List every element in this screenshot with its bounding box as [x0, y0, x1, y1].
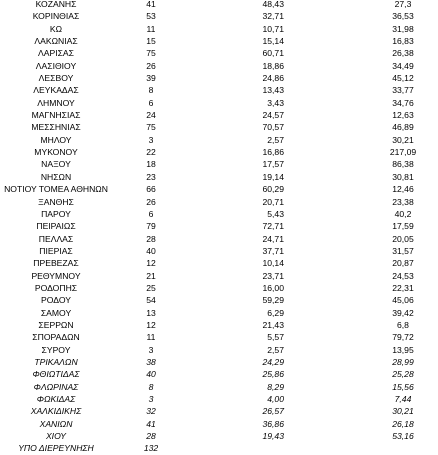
value-2-cell: 13,95 — [392, 344, 414, 355]
region-name-cell: ΛΑΡΙΣΑΣ — [38, 48, 74, 59]
value-2-cell: 86,38 — [392, 159, 414, 170]
table-row — [0, 109, 438, 121]
value-2-cell: 31,98 — [392, 23, 414, 34]
value-1-cell: 16,00 — [262, 282, 284, 293]
case-count-cell: 32 — [146, 406, 156, 417]
value-2-cell: 31,57 — [392, 245, 414, 256]
table-row — [0, 220, 438, 232]
value-2-cell: 53,16 — [392, 431, 414, 442]
case-count-cell: 8 — [148, 381, 154, 392]
table-row — [0, 121, 438, 133]
value-2-cell: 39,42 — [392, 307, 414, 318]
value-2-cell: 22,31 — [392, 282, 414, 293]
table-row — [0, 257, 438, 269]
case-count-cell: 132 — [143, 443, 159, 454]
value-1-cell: 19,14 — [262, 171, 284, 182]
case-count-cell: 3 — [148, 134, 154, 145]
case-count-cell: 79 — [146, 221, 156, 232]
table-row — [0, 442, 438, 454]
region-name-cell: ΣΕΡΡΩΝ — [38, 319, 74, 330]
region-name-cell: ΠΑΡΟΥ — [41, 208, 71, 219]
case-count-cell: 66 — [146, 184, 156, 195]
value-2-cell: 26,38 — [392, 48, 414, 59]
case-count-cell: 24 — [146, 110, 156, 121]
table-row — [0, 294, 438, 306]
value-1-cell: 13,43 — [262, 85, 284, 96]
region-name-cell: ΝΟΤΙΟΥ ΤΟΜΕΑ ΑΘΗΝΩΝ — [4, 184, 108, 195]
value-1-cell: 48,43 — [262, 0, 284, 9]
table-row — [0, 158, 438, 170]
region-name-cell: ΥΠΟ ΔΙΕΡΕΥΝΗΣΗ — [18, 443, 94, 454]
table-row — [0, 430, 438, 442]
case-count-cell: 3 — [148, 344, 154, 355]
value-2-cell: 45,06 — [392, 295, 414, 306]
value-1-cell: 19,43 — [262, 431, 284, 442]
region-name-cell: ΦΩΚΙΔΑΣ — [36, 394, 76, 404]
value-1-cell: 4,00 — [267, 394, 284, 404]
value-1-cell: 37,71 — [262, 245, 284, 256]
value-2-cell: 28,99 — [392, 356, 414, 367]
case-count-cell: 75 — [146, 122, 156, 133]
value-2-cell: 217,09 — [389, 147, 417, 158]
region-name-cell: ΠΙΕΡΙΑΣ — [39, 245, 73, 256]
table-row — [0, 0, 438, 10]
case-count-cell: 25 — [146, 282, 156, 293]
value-2-cell: 6,8 — [397, 319, 409, 330]
region-name-cell: ΠΕΛΛΑΣ — [38, 233, 74, 244]
value-1-cell: 10,71 — [262, 23, 284, 34]
value-2-cell: 27,3 — [394, 0, 412, 9]
value-1-cell: 36,86 — [262, 418, 284, 429]
region-name-cell: ΣΑΜΟΥ — [40, 307, 72, 318]
case-count-cell: 54 — [146, 295, 156, 306]
case-count-cell: 8 — [148, 85, 154, 96]
table-row — [0, 356, 438, 368]
value-2-cell: 30,21 — [392, 406, 414, 417]
table-row — [0, 405, 438, 417]
case-count-cell: 15 — [146, 36, 156, 47]
value-1-cell: 5,43 — [267, 208, 284, 219]
case-count-cell: 26 — [146, 60, 156, 71]
table-row — [0, 134, 438, 146]
case-count-cell: 28 — [146, 233, 156, 244]
region-name-cell: ΦΛΩΡΙΝΑΣ — [33, 381, 79, 392]
value-1-cell: 72,71 — [262, 221, 284, 232]
case-count-cell: 6 — [148, 208, 154, 219]
value-1-cell: 26,57 — [262, 406, 284, 417]
value-2-cell: 12,46 — [392, 184, 414, 195]
region-name-cell: ΜΥΚΟΝΟΥ — [34, 147, 78, 158]
case-count-cell: 40 — [146, 369, 156, 380]
case-count-cell: 11 — [146, 332, 156, 343]
value-1-cell: 21,43 — [262, 319, 284, 330]
value-1-cell: 24,86 — [262, 73, 284, 84]
region-name-cell: ΧΙΟΥ — [45, 431, 67, 442]
value-1-cell: 59,29 — [262, 295, 284, 306]
region-name-cell: ΜΕΣΣΗΝΙΑΣ — [31, 122, 81, 133]
table-row — [0, 245, 438, 257]
region-name-cell: ΤΡΙΚΑΛΩΝ — [34, 356, 78, 367]
region-name-cell: ΚΩ — [49, 23, 63, 34]
value-2-cell: 25,28 — [392, 369, 414, 380]
table-row — [0, 418, 438, 430]
case-count-cell: 13 — [146, 307, 156, 318]
value-1-cell: 32,71 — [262, 11, 284, 22]
value-1-cell: 6,29 — [267, 307, 284, 318]
table-row — [0, 196, 438, 208]
case-count-cell: 26 — [146, 196, 156, 207]
table-row — [0, 282, 438, 294]
table-row — [0, 23, 438, 35]
value-2-cell: 23,38 — [392, 196, 414, 207]
case-count-cell: 38 — [146, 356, 156, 367]
region-name-cell: ΡΕΘΥΜΝΟΥ — [31, 270, 81, 281]
value-1-cell: 24,57 — [262, 110, 284, 121]
table-row — [0, 97, 438, 109]
case-count-cell: 40 — [146, 245, 156, 256]
table-row — [0, 60, 438, 72]
value-2-cell: 15,56 — [392, 381, 414, 392]
value-1-cell: 60,71 — [262, 48, 284, 59]
region-name-cell: ΡΟΔΟΠΗΣ — [34, 282, 78, 293]
region-name-cell: ΣΥΡΟΥ — [41, 344, 71, 355]
table-row — [0, 146, 438, 158]
value-1-cell: 2,57 — [267, 344, 284, 355]
table-row — [0, 331, 438, 343]
value-1-cell: 25,86 — [262, 369, 284, 380]
value-1-cell: 24,71 — [262, 233, 284, 244]
value-2-cell: 79,72 — [392, 332, 414, 343]
table-row — [0, 10, 438, 22]
case-count-cell: 12 — [146, 319, 156, 330]
case-count-cell: 6 — [148, 97, 154, 108]
table-row — [0, 307, 438, 319]
value-2-cell: 36,53 — [392, 11, 414, 22]
region-name-cell: ΚΟΖΑΝΗΣ — [35, 0, 77, 9]
table-row — [0, 208, 438, 220]
table-row — [0, 368, 438, 380]
value-2-cell: 30,81 — [392, 171, 414, 182]
region-name-cell: ΠΕΙΡΑΙΩΣ — [36, 221, 76, 232]
region-name-cell: ΜΗΛΟΥ — [40, 134, 72, 145]
table-row — [0, 183, 438, 195]
value-2-cell: 20,87 — [392, 258, 414, 269]
region-name-cell: ΠΡΕΒΕΖΑΣ — [33, 258, 79, 269]
value-2-cell: 46,89 — [392, 122, 414, 133]
table-row — [0, 47, 438, 59]
table-row — [0, 84, 438, 96]
value-1-cell: 8,29 — [267, 381, 284, 392]
region-name-cell: ΛΗΜΝΟΥ — [37, 97, 75, 108]
value-1-cell: 24,29 — [262, 356, 284, 367]
region-name-cell: ΛΑΣΙΘΙΟΥ — [35, 60, 77, 71]
region-name-cell: ΡΟΔΟΥ — [41, 295, 71, 306]
region-name-cell: ΛΑΚΩΝΙΑΣ — [34, 36, 78, 47]
value-1-cell: 15,14 — [262, 36, 284, 47]
region-name-cell: ΧΑΝΙΩΝ — [39, 418, 73, 429]
value-2-cell: 30,21 — [392, 134, 414, 145]
value-2-cell: 12,63 — [392, 110, 414, 121]
value-2-cell: 34,76 — [392, 97, 414, 108]
value-2-cell: 33,77 — [392, 85, 414, 96]
value-1-cell: 70,57 — [262, 122, 284, 133]
value-2-cell: 17,59 — [392, 221, 414, 232]
region-name-cell: ΛΕΥΚΑΔΑΣ — [33, 85, 79, 96]
region-name-cell: ΝΗΣΩΝ — [40, 171, 72, 182]
case-count-cell: 21 — [146, 270, 156, 281]
value-1-cell: 60,29 — [262, 184, 284, 195]
case-count-cell: 22 — [146, 147, 156, 158]
value-1-cell: 10,14 — [262, 258, 284, 269]
value-1-cell: 17,57 — [262, 159, 284, 170]
value-2-cell: 34,49 — [392, 60, 414, 71]
value-1-cell: 5,57 — [267, 332, 284, 343]
value-1-cell: 16,86 — [262, 147, 284, 158]
table-row — [0, 344, 438, 356]
region-name-cell: ΚΟΡΙΝΘΙΑΣ — [32, 11, 80, 22]
case-count-cell: 23 — [146, 171, 156, 182]
table-row — [0, 233, 438, 245]
value-1-cell: 2,57 — [267, 134, 284, 145]
region-name-cell: ΧΑΛΚΙΔΙΚΗΣ — [30, 406, 82, 417]
value-2-cell: 45,12 — [392, 73, 414, 84]
case-count-cell: 41 — [146, 418, 156, 429]
region-name-cell: ΦΘΙΩΤΙΔΑΣ — [32, 369, 80, 380]
table-row — [0, 35, 438, 47]
value-1-cell: 20,71 — [262, 196, 284, 207]
value-1-cell: 3,43 — [267, 97, 284, 108]
value-2-cell: 24,53 — [392, 270, 414, 281]
case-count-cell: 28 — [146, 431, 156, 442]
case-count-cell: 75 — [146, 48, 156, 59]
table-row — [0, 270, 438, 282]
value-2-cell: 20,05 — [392, 233, 414, 244]
table-row — [0, 72, 438, 84]
region-name-cell: ΝΑΞΟΥ — [41, 159, 71, 170]
value-2-cell: 26,18 — [392, 418, 414, 429]
case-count-cell: 18 — [146, 159, 156, 170]
case-count-cell: 41 — [146, 0, 156, 9]
value-2-cell: 7,44 — [394, 394, 412, 404]
region-name-cell: ΛΕΣΒΟΥ — [38, 73, 74, 84]
case-count-cell: 39 — [146, 73, 156, 84]
case-count-cell: 53 — [146, 11, 156, 22]
case-count-cell: 3 — [148, 394, 154, 404]
region-name-cell: ΜΑΓΝΗΣΙΑΣ — [31, 110, 81, 121]
region-name-cell: ΞΑΝΘΗΣ — [38, 196, 74, 207]
value-2-cell: 16,83 — [392, 36, 414, 47]
case-count-cell: 12 — [146, 258, 156, 269]
table-row — [0, 381, 438, 393]
case-count-cell: 11 — [146, 23, 156, 34]
region-name-cell: ΣΠΟΡΑΔΩΝ — [32, 332, 80, 343]
table-row — [0, 319, 438, 331]
value-1-cell: 18,86 — [262, 60, 284, 71]
value-1-cell: 23,71 — [262, 270, 284, 281]
value-2-cell: 40,2 — [394, 208, 412, 219]
table-row — [0, 393, 438, 405]
table-row — [0, 171, 438, 183]
